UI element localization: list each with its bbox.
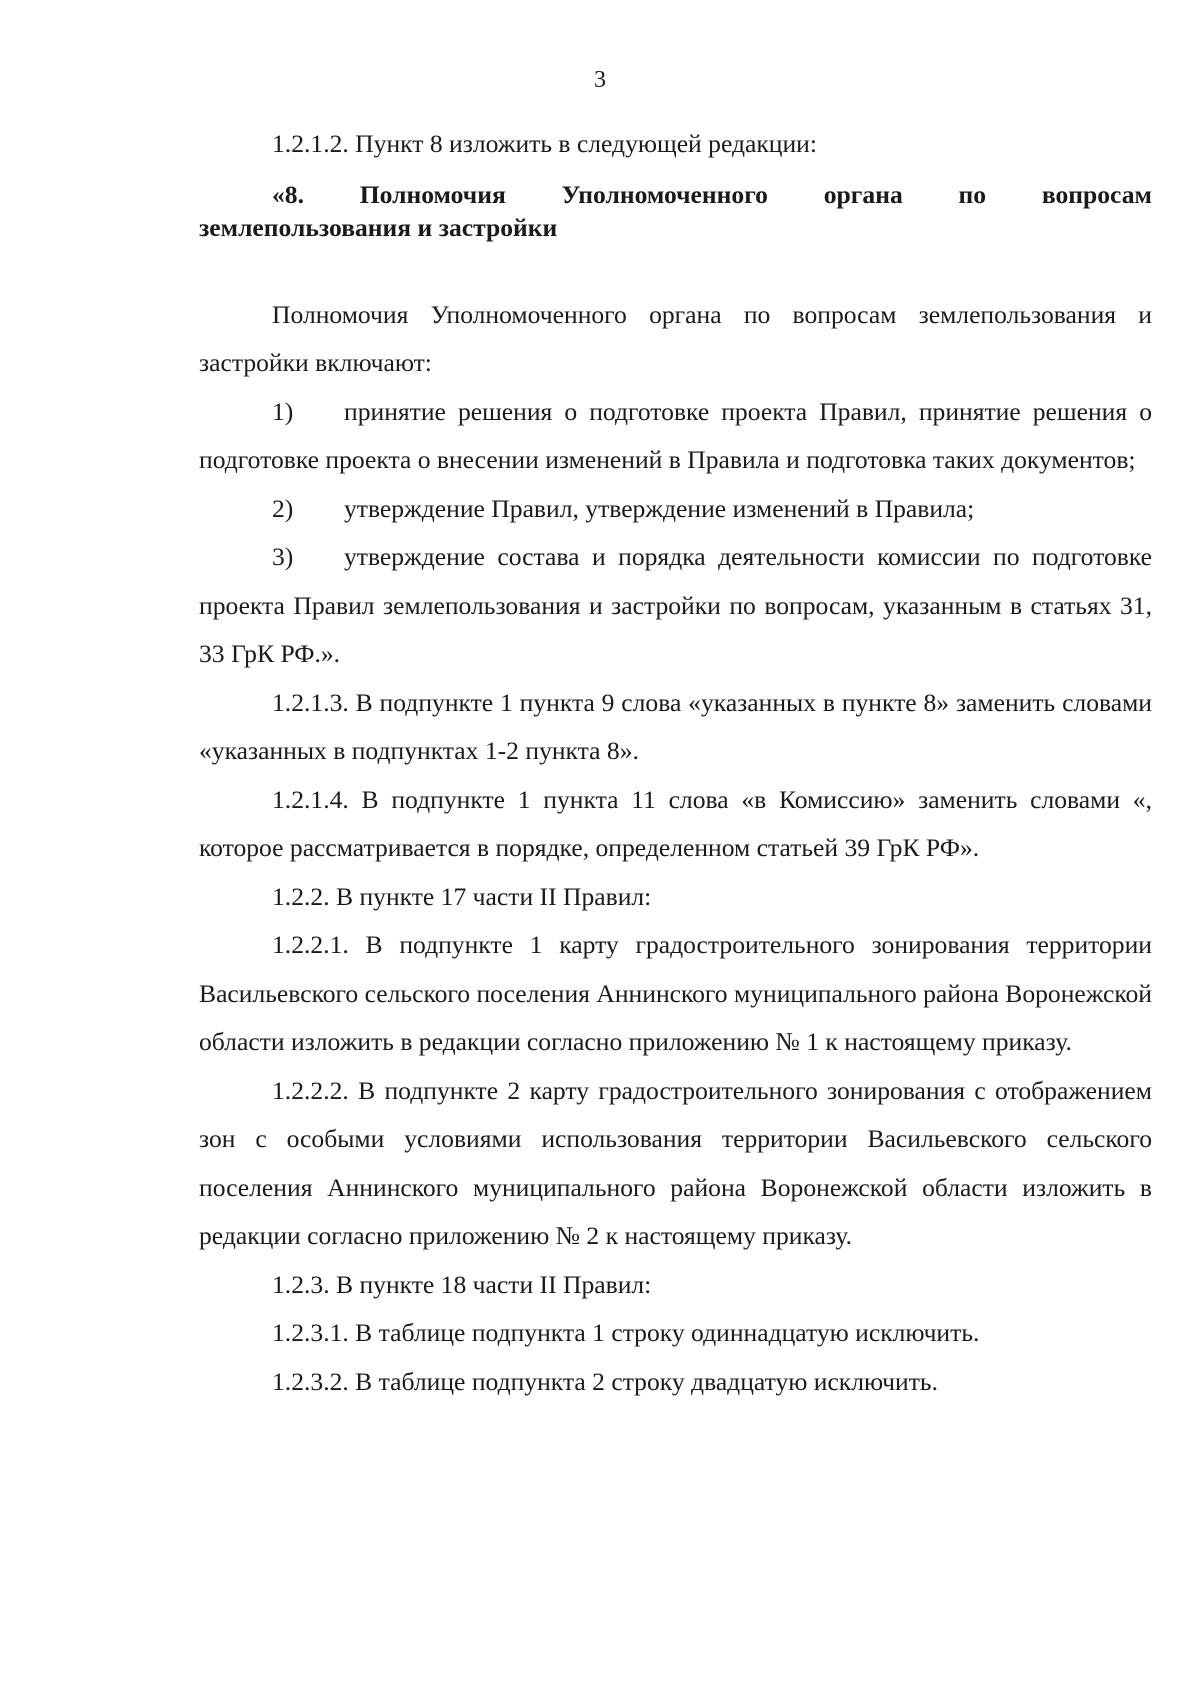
paragraph-1-2-2: 1.2.2. В пункте 17 части II Правил: (272, 881, 652, 911)
heading-word: органа (823, 179, 903, 209)
list-item-text: принятие решения о подготовке проекта Правил, принятие решения о подготовке проекта о внесении изменений в Правила и подготовка таких документов; (199, 396, 1152, 474)
heading-word: по (958, 179, 987, 209)
list-item-text: утверждение состава и порядка деятельности комиссии по подготовке проекта Правил землепользования и застройки по вопросам, указанным в статьях 31, 33 ГрК РФ.». (199, 542, 1152, 668)
list-item-number: 2) (272, 493, 294, 523)
paragraph-1-2-1-4: 1.2.1.4. В подпункте 1 пункта 11 слова «в Комиссию» заменить словами «, которое рассматривается в порядке, определенном статьей 39 ГрК РФ». (199, 784, 1152, 862)
heading-word: Уполномоченного (561, 179, 768, 209)
paragraph-1-2-3-1: 1.2.3.1. В таблице подпункта 1 строку одиннадцатую исключить. (272, 1318, 980, 1347)
section-heading (199, 178, 1152, 211)
list-item-text: утверждение Правил, утверждение изменений в Правила; (344, 493, 975, 523)
paragraph-1-2-3: 1.2.3. В пункте 18 части II Правил: (272, 1269, 652, 1299)
paragraph-1-2-2-2: 1.2.2.2. В подпункте 2 карту градостроительного зонирования с отображением зон с особыми условиями использования территории Васильевского сельского поселения Аннинского муниципального района Воронежской области изложить в редакции согласно приложению № 2 к настоящему приказу. (199, 1075, 1152, 1250)
heading-word: вопросам (1041, 179, 1152, 209)
section-heading-continuation: землепользования и застройки (199, 212, 558, 242)
paragraph-1-2-3-2: 1.2.3.2. В таблице подпункта 2 строку двадцатую исключить. (272, 1366, 938, 1396)
powers-paragraph: Полномочия Уполномоченного органа по вопросам землепользования и застройки включают: (199, 299, 1152, 377)
list-item (199, 388, 1152, 485)
list-item (199, 533, 1152, 679)
document-body (199, 120, 1152, 1406)
intro-paragraph: 1.2.1.2. Пункт 8 изложить в следующей редакции: (272, 129, 817, 158)
heading-word: Полномочия (359, 179, 506, 209)
heading-word: «8. (272, 179, 304, 209)
list-item-number: 1) (272, 396, 294, 426)
page-number: 3 (594, 67, 606, 93)
list-item-number: 3) (272, 542, 294, 571)
list-item (199, 485, 1152, 534)
paragraph-1-2-2-1: 1.2.2.1. В подпункте 1 карту градостроительного зонирования территории Васильевского сельского поселения Аннинского муниципального района Воронежской области изложить в редакции согласно приложению № 1 к настоящему приказу. (199, 930, 1152, 1056)
paragraph-1-2-1-3: 1.2.1.3. В подпункте 1 пункта 9 слова «указанных в пункте 8» заменить словами «указанных в подпунктах 1-2 пункта 8». (199, 687, 1152, 765)
